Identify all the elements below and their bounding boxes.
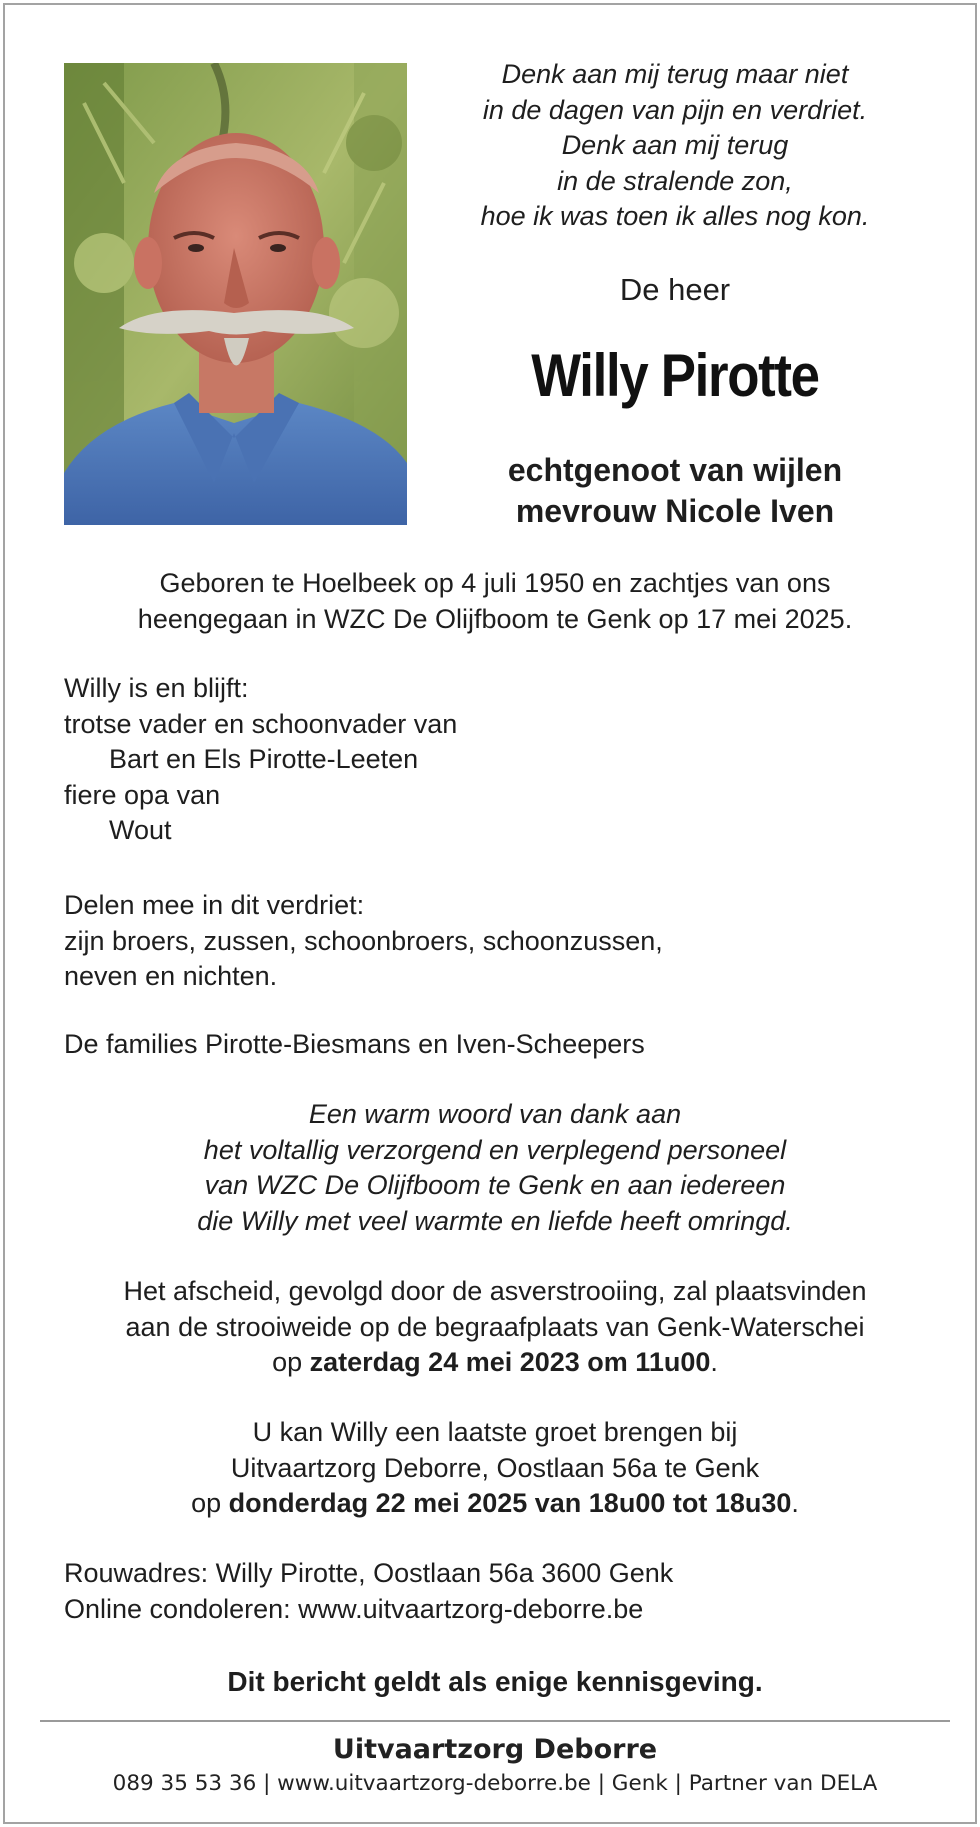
birth-death-info [45,566,945,637]
farewell-date-line [45,1345,945,1381]
portrait-photo [64,63,407,525]
born-line: heengegaan in WZC De Olijfboom te Genk op 17 mei 2025. [137,603,853,634]
families-line: De families Pirotte-Biesmans en Iven-Scheepers [64,1029,645,1059]
spouse-info [415,450,935,532]
mourning-address: Rouwadres: Willy Pirotte, Oostlaan 56a 3600 Genk [64,1558,674,1588]
visit-date: donderdag 22 mei 2025 van 18u00 tot 18u30 [228,1488,792,1518]
honorific: De heer [619,272,731,307]
visit-line: U kan Willy een laatste groet brengen bij [252,1417,738,1447]
poem-line: in de stralende zon, [557,165,793,196]
contact-section [64,1556,944,1627]
farewell-line: Het afscheid, gevolgd door de asverstrooiing, zal plaatsvinden [123,1276,867,1306]
family-intro: Willy is en blijft: [64,673,249,703]
thanks-line: van WZC De Olijfboom te Genk en aan iedereen [204,1170,786,1200]
deceased-name: Willy Pirotte [531,342,819,409]
sharing-section [64,888,944,995]
family-names: Wout [109,815,172,845]
poem-line: Denk aan mij terug maar niet [501,59,849,89]
farewell-line: aan de strooiweide op de begraafplaats van Genk-Waterschei [125,1311,865,1342]
visit-line: Uitvaartzorg Deborre, Oostlaan 56a te Genk [230,1452,760,1483]
thanks-line: Een warm woord van dank aan [308,1099,682,1129]
thanks-section [45,1097,945,1239]
funeral-home-info: 089 35 53 36 | www.uitvaartzorg-deborre.be | Genk | Partner van DELA [112,1771,878,1796]
visit-section [45,1415,945,1522]
thanks-line: het voltallig verzorgend en verplegend personeel [203,1134,787,1165]
poem-line: in de dagen van pijn en verdriet. [482,94,868,125]
poem-line: hoe ik was toen ik alles nog kon. [480,201,870,231]
sharing-line: neven en nichten. [64,961,278,991]
farewell-date: zaterdag 24 mei 2023 om 11u00 [309,1347,711,1377]
farewell-suffix: . [710,1347,718,1377]
spouse-line: mevrouw Nicole Iven [515,493,835,529]
visit-prefix: op [191,1488,229,1518]
notice-statement: Dit bericht geldt als enige kennisgeving. [227,1666,763,1697]
obituary-card [3,3,977,1824]
funeral-home-name: Uitvaartzorg Deborre [332,1734,658,1765]
spouse-line: echtgenoot van wijlen [507,452,843,488]
poem-line: Denk aan mij terug [561,130,789,160]
sharing-line: zijn broers, zussen, schoonbroers, schoonzussen, [64,925,663,956]
farewell-prefix: op [272,1347,310,1377]
visit-suffix: . [791,1488,799,1518]
visit-date-line [45,1486,945,1522]
sharing-line: Delen mee in dit verdriet: [64,890,365,920]
footer-divider [40,1720,950,1722]
memorial-poem [415,57,935,235]
thanks-line: die Willy met veel warmte en liefde heeft omringd. [197,1205,793,1236]
farewell-section [45,1274,945,1381]
family-role: fiere opa van [64,779,221,810]
family-names: Bart en Els Pirotte-Leeten [109,744,419,774]
online-condolence: Online condoleren: www.uitvaartzorg-deborre.be [64,1593,644,1624]
family-section [64,671,944,849]
born-line: Geboren te Hoelbeek op 4 juli 1950 en zachtjes van ons [159,568,831,598]
family-role: trotse vader en schoonvader van [64,708,458,739]
